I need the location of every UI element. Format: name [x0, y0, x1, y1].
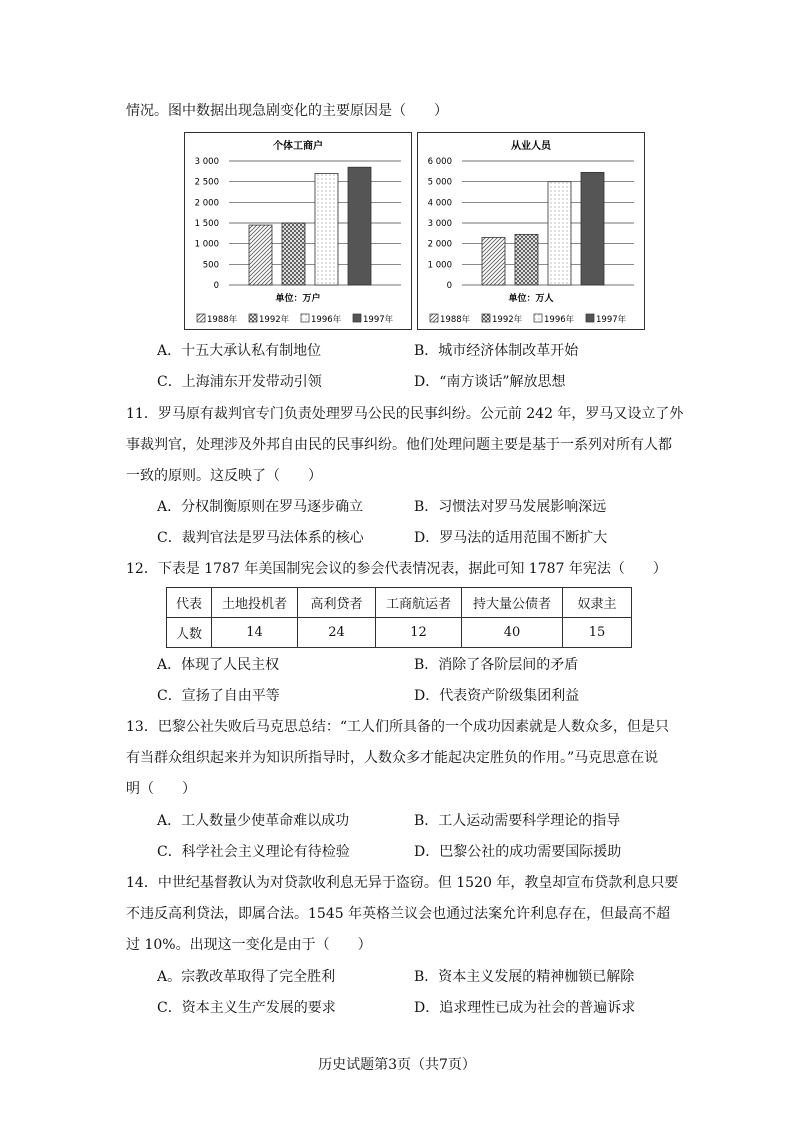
bar: [282, 223, 305, 285]
legend-swatch: [534, 314, 542, 322]
bar: [581, 172, 604, 285]
bar: [548, 182, 571, 285]
table-header-cell: 代表: [167, 588, 212, 618]
chart-employees-svg: [418, 133, 644, 329]
table-header-cell: 高利贷者: [298, 588, 376, 618]
y-tick-label: 1 500: [194, 219, 219, 229]
x-axis-unit-label: 单位：万户: [275, 294, 321, 304]
chart-title: 从业人员: [511, 141, 551, 152]
q13-stem-line2: 有当群众组织起来并为知识所指导时，人数众多才能起决定胜负的作用。”马克思意在说: [126, 750, 659, 766]
table-cell: 14: [212, 618, 298, 648]
bar: [315, 173, 338, 285]
chart-individual-households-svg: [185, 133, 411, 329]
q11-option-d: D．罗马法的适用范围不断扩大: [414, 530, 608, 546]
bar: [515, 234, 538, 285]
legend-label: 1996年: [311, 315, 342, 325]
q12-option-a: A．体现了人民主权: [157, 657, 280, 673]
q11-stem-line2: 事裁判官，处理涉及外邦自由民的民事纠纷。他们处理问题主要是基于一系列对所有人都: [126, 437, 672, 453]
q11-stem-line1: 11．罗马原有裁判官专门负责处理罗马公民的民事纠纷。公元前 242 年，罗马又设立了外: [126, 406, 684, 422]
y-tick-label: 500: [202, 260, 219, 271]
q13-stem-line1: 13．巴黎公社失败后马克思总结：“工人们所具备的一个成功因素就是人数众多，但是只: [126, 719, 669, 735]
q13-option-d: D．巴黎公社的成功需要国际援助: [414, 844, 622, 860]
y-tick-label: 2 000: [427, 239, 452, 250]
q11-option-c: C．裁判官法是罗马法体系的核心: [157, 530, 364, 546]
q10-stem-tail: 情况。图中数据出现急剧变化的主要原因是（ ）: [126, 103, 448, 119]
legend-label: 1988年: [207, 315, 238, 325]
y-tick-label: 2 000: [194, 198, 219, 209]
table-header-row: [167, 588, 632, 618]
q13-option-b: B．工人运动需要科学理论的指导: [414, 813, 621, 829]
q14-option-d: D．追求理性已成为社会的普遍诉求: [414, 1000, 636, 1016]
y-tick-label: 1 000: [194, 239, 219, 250]
legend-swatch: [197, 314, 205, 322]
table-header-cell: 土地投机者: [212, 588, 298, 618]
y-tick-label: 6 000: [427, 157, 452, 167]
legend-swatch: [353, 314, 361, 322]
table-header-cell: 工商航运者: [376, 588, 462, 618]
q12-option-c: C．宣扬了自由平等: [157, 688, 280, 704]
q11-option-b: B．习惯法对罗马发展影响深远: [414, 499, 607, 515]
q14-stem-line2: 不违反高利贷法，即属合法。1545 年英格兰议会也通过法案允许利息存在，但最高不超: [126, 906, 671, 922]
q13-stem-line3: 明（ ）: [126, 781, 196, 797]
q10-option-b: B．城市经济体制改革开始: [414, 343, 579, 359]
q10-option-d: D．“南方谈话”解放思想: [414, 374, 566, 390]
table-cell: 24: [298, 618, 376, 648]
bar: [249, 225, 272, 285]
legend-label: 1992年: [492, 315, 523, 325]
q10-option-a: A．十五大承认私有制地位: [157, 343, 322, 359]
q14-option-c: C．资本主义生产发展的要求: [157, 1000, 336, 1016]
legend-label: 1997年: [596, 315, 627, 325]
chart-individual-households: [184, 132, 412, 330]
table-cell: 15: [563, 618, 632, 648]
q11-stem-line3: 一致的原则。这反映了（ ）: [126, 468, 322, 484]
table-row: [167, 618, 632, 648]
table-cell: 40: [462, 618, 563, 648]
page-footer: 历史试题第3页（共7页）: [318, 1057, 476, 1073]
y-tick-label: 1 000: [427, 260, 452, 271]
q11-option-a: A．分权制衡原则在罗马逐步确立: [157, 499, 364, 515]
y-tick-label: 0: [213, 281, 219, 291]
bar: [348, 167, 371, 285]
q14-stem-line1: 14．中世纪基督教认为对贷款收利息无异于盗窃。但 1520 年，教皇却宣布贷款利息只要: [126, 875, 679, 891]
x-axis-unit-label: 单位：万人: [508, 294, 554, 304]
table-header-cell: 持大量公债者: [462, 588, 563, 618]
y-tick-label: 2 500: [194, 177, 219, 188]
y-tick-label: 4 000: [427, 198, 452, 209]
y-tick-label: 0: [446, 281, 452, 291]
y-tick-label: 3 000: [427, 219, 452, 229]
legend-label: 1997年: [363, 315, 394, 325]
table-cell: 12: [376, 618, 462, 648]
chart-employees: [417, 132, 645, 330]
delegates-table: [166, 587, 632, 648]
q13-option-c: C．科学社会主义理论有待检验: [157, 844, 350, 860]
legend-swatch: [430, 314, 438, 322]
table-cell: 人数: [167, 618, 212, 648]
q12-option-b: B．消除了各阶层间的矛盾: [414, 657, 579, 673]
y-tick-label: 5 000: [427, 177, 452, 188]
q12-stem-line1: 12．下表是 1787 年美国制宪会议的参会代表情况表，据此可知 1787 年宪法（ ）: [126, 561, 667, 577]
q13-option-a: A．工人数量少使革命难以成功: [157, 813, 350, 829]
legend-swatch: [249, 314, 257, 322]
legend-label: 1996年: [544, 315, 575, 325]
table-header-cell: 奴隶主: [563, 588, 632, 618]
legend-swatch: [586, 314, 594, 322]
y-tick-label: 3 000: [194, 157, 219, 167]
legend-swatch: [301, 314, 309, 322]
q14-stem-line3: 过 10%。出现这一变化是由于（ ）: [126, 937, 372, 953]
q12-option-d: D．代表资产阶级集团利益: [414, 688, 580, 704]
q14-option-a: A。宗教改革取得了完全胜利: [157, 969, 336, 985]
bar: [482, 237, 505, 285]
legend-swatch: [482, 314, 490, 322]
q14-option-b: B．资本主义发展的精神枷锁已解除: [414, 969, 635, 985]
q10-option-c: C．上海浦东开发带动引领: [157, 374, 322, 390]
chart-title: 个体工商户: [273, 141, 323, 152]
legend-label: 1992年: [259, 315, 290, 325]
legend-label: 1988年: [440, 315, 471, 325]
